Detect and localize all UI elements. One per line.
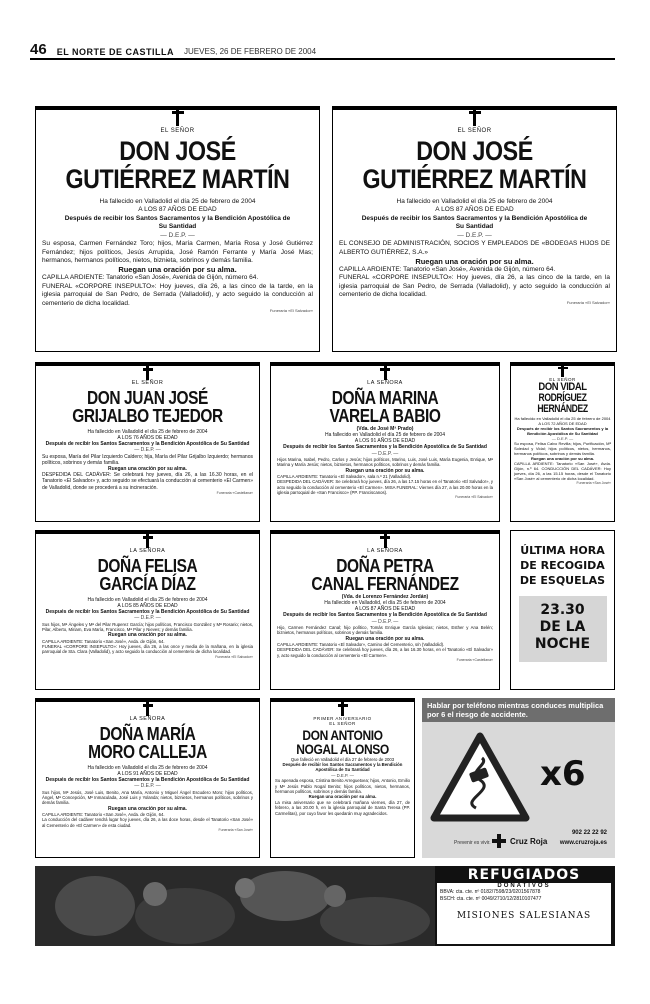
red-cross-icon <box>492 834 506 848</box>
honorific: LA SEÑORA <box>129 716 166 722</box>
family-text: Hijos Marina, Isabel, Pedro, Carlos y Jesús; hijos políticos, Marino, Luis, José Luis, María Eugenia, Enrique, Mª Marina y María Jesús; nietos, biznietos, hermanos políticos, sobrinos y demás familia. <box>277 456 493 468</box>
cross-icon <box>468 106 482 126</box>
obituary-notice <box>270 530 500 690</box>
deadline-line4: DE LA <box>539 619 586 635</box>
deceased-name-line2: GUTIÉRREZ MARTÍN <box>65 163 290 194</box>
deceased-name-line1: DOÑA MARÍA <box>99 724 196 744</box>
sacraments-text: Después de recibir los Santos Sacramentos y la Bendición Apostólica de Su Santidad <box>283 444 487 451</box>
funeral-home: Funeraria «El Salvador» <box>566 299 610 305</box>
rip: — D.E.P. — <box>134 615 161 622</box>
rip: — D.E.P. — <box>160 231 195 239</box>
obituary-notice <box>510 362 615 522</box>
deadline-time-box <box>519 596 607 662</box>
deadline-line3: DE ESQUELAS <box>519 574 606 587</box>
honorific: EL SEÑOR <box>457 128 492 134</box>
sacraments-text: Después de recibir los Santos Sacramentos y la Bendición Apostólica de Su Santidad <box>45 777 250 784</box>
deceased-name-line2: GUTIÉRREZ MARTÍN <box>362 163 587 194</box>
deceased-name-line1: DON ANTONIO <box>302 727 383 743</box>
death-date: Ha fallecido en Valladolid el día 25 de febrero de 2004 <box>99 198 256 206</box>
deadline-time: 23.30 <box>540 602 585 618</box>
death-date: Ha fallecido en Valladolid, el día 25 de febrero de 2004 <box>324 599 446 606</box>
deceased-name-line2: GARCÍA DÍAZ <box>99 574 196 595</box>
deadline-line2: DE RECOGIDA <box>520 559 605 572</box>
deceased-name-line1: DON VIDAL <box>538 381 587 393</box>
page-number: 46 <box>30 41 47 58</box>
funeral-text: CAPILLA ARDIENTE: Tanatorio «San José», Avda. Gijón, n.º 64. CONDUCCIÓN DEL CADÁVER: Hoy jueves, día 26, a las 15.15 horas, desde el Tanatorio «San José» al cementerio de dicha localidad. <box>514 460 611 481</box>
newspaper-name: EL NORTE DE CASTILLA <box>56 47 175 57</box>
age: A LOS 87 AÑOS DE EDAD <box>138 206 217 214</box>
deadline-notice <box>510 530 615 690</box>
widow-of: (Vda. de José Mª Prado) <box>356 425 414 432</box>
rip: — D.E.P. — <box>134 447 161 454</box>
death-date: Ha fallecido en Valladolid el día 25 de febrero de 2004 <box>87 764 208 771</box>
prayer-request: Ruegan una oración por su alma. <box>108 632 187 639</box>
funeral-text: FUNERAL «CORPORE INSEPULTO»: Hoy jueves, día 26, a las once y media de la mañana, en la iglesia parroquial de Sta. Clara (Valladolid), y acto seguido la conducción al cementerio de dicha localidad. <box>42 643 253 655</box>
deceased-name-line1: DON JOSÉ <box>416 136 533 166</box>
ad-slogan: Prevenir es vivir. <box>454 840 491 846</box>
funeral-home: Funeraria «El Salvador» <box>215 654 253 659</box>
funeral-text: DESPEDIDA DEL CADÁVER: Se celebrará hoy jueves, día 26, a las 17.15 horas en el Tanatorio «El Salvador», y acto seguido la conducción al cementerio «El Carmen». MISA FUNERAL: Viernes día 27, a las 20.00 horas en la iglesia parroquial de «San Francisco» (PP. Franciscanos). <box>277 479 493 495</box>
obituary-notice <box>35 530 260 690</box>
sacraments-text: Después de recibir los Santos Sacramentos y la Bendición Apostólica de Su Santidad <box>361 214 588 231</box>
cross-icon <box>171 106 185 126</box>
prayer-request: Ruegan una oración por su alma. <box>108 465 187 472</box>
bank-account-1: BBVA: cta. cte. nº 0182/7598/23/0201567878 <box>440 889 541 895</box>
obituary-notice <box>35 362 260 522</box>
family-text: Su apenada esposa, Cristina Benito Arreguetxea; hijos, Antonio, Emilio y Mª Jesús Pablo Nogal Benito; hijos políticos, nietos, hermanos, hermanos políticos, sobrinos y demás familia. <box>275 778 410 794</box>
deceased-name-line2: RODRÍGUEZ HERNÁNDEZ <box>537 392 588 416</box>
chapel-text: CAPILLA ARDIENTE: Tanatorio «San José», Avenida de Gijón, número 64. <box>42 274 259 282</box>
death-date: Ha fallecido en Valladolid el día 25 de febrero de 2004 <box>87 596 208 603</box>
funeral-home: Funeraria «San José» <box>576 480 611 485</box>
family-text: Su esposa, Carmen Fernández Toro; hijos, María Carmen, María Rosa y José Gutiérrez Fernández; hijos políticos, Jesús Arrupida, José Ramón Ferrante y María José Mas; hermanos, hermanos políticos, nietos, biznieta, sobrinos y demás familia. <box>42 240 313 264</box>
chapel-text: CAPILLA ARDIENTE: Tanatorio «San José», Avenida de Gijón, número 64. <box>339 265 556 273</box>
honorific: PRIMER ANIVERSARIO EL SEÑOR <box>313 716 372 726</box>
obituary-notice <box>332 106 617 352</box>
honorific: LA SEÑORA <box>129 548 166 554</box>
prayer-request: Ruegan una oración por su alma. <box>108 805 187 812</box>
funeral-home: Funeraria «El Salvador» <box>455 495 493 500</box>
honorific: EL SEÑOR <box>160 128 195 134</box>
deceased-name-line2: VARELA BABIO <box>329 406 441 427</box>
honorific: LA SEÑORA <box>367 380 403 386</box>
bank-account-2: BSCH: cta. cte. nº 0049/2710/12/2810107477 <box>440 896 542 902</box>
age: A LOS 91 AÑOS DE EDAD <box>354 438 416 445</box>
rip: — D.E.P. — <box>371 618 399 625</box>
road-safety-ad <box>422 698 615 858</box>
sacraments-text: Después de recibir los Santos Sacramentos y la Bendición Apostólica de Su Santidad <box>282 761 403 773</box>
age: A LOS 85 AÑOS DE EDAD <box>117 602 178 609</box>
age: A LOS 72 AÑOS DE EDAD <box>538 420 587 426</box>
death-date: Ha fallecido en Valladolid el día 25 de febrero de 2004 <box>514 415 611 421</box>
funeral-home: Funeraria «San José» <box>218 828 253 833</box>
ad-web: www.cruzroja.es <box>559 840 607 846</box>
honorific: EL SEÑOR <box>131 380 164 386</box>
funeral-text: FUNERAL «CORPORE INSEPULTO»: Hoy jueves, día 26, a las cinco de la tarde, en la iglesia parroquial de San Pedro, de Serrada (Valladolid), y acto seguido la conducción al cementerio de dicha localidad. <box>339 274 610 299</box>
sacraments-text: Después de recibir los Santos Sacramentos y la Bendición Apostólica de Su Santidad <box>45 441 250 448</box>
times-six: x6 <box>540 754 586 794</box>
funeral-home: Funeraria «Castellana» <box>456 657 493 662</box>
deceased-name-line1: DON JUAN JOSÉ <box>87 388 208 408</box>
obituary-notice <box>35 106 320 352</box>
honorific: EL SEÑOR <box>549 377 576 382</box>
obituary-notice <box>35 698 260 858</box>
age: A LOS 87 AÑOS DE EDAD <box>435 206 514 214</box>
death-date: Ha fallecido en Valladolid el día 25 de febrero de 2004 <box>396 198 553 206</box>
deceased-name-line2: GRIJALBO TEJEDOR <box>72 406 223 427</box>
funeral-text: FUNERAL «CORPORE INSEPULTO»: Hoy jueves, día 26, a las cinco de la tarde, en la iglesia parroquial de San Pedro, de Serrada (Valladolid), y acto seguido la conducción al cementerio de dicha localidad. <box>42 282 313 307</box>
ad-headline: Hablar por teléfono mientras conduces multiplica por 6 el riesgo de accidente. <box>422 698 615 722</box>
age: A LOS 76 AÑOS DE EDAD <box>117 434 178 441</box>
deceased-name-line2: MORO CALLEJA <box>88 742 207 763</box>
rip: — D.E.P. — <box>551 435 574 441</box>
refugees-photo <box>35 866 435 946</box>
rip: — D.E.P. — <box>371 450 399 457</box>
rip: — D.E.P. — <box>457 231 492 239</box>
death-date: Ha fallecido en Valladolid el día 25 de febrero de 2004 <box>325 431 445 438</box>
issue-date: JUEVES, 26 DE FEBRERO DE 2004 <box>184 47 317 56</box>
ad-org: Cruz Roja <box>510 837 548 846</box>
prayer-request: Ruegan una oración por su alma. <box>118 265 237 275</box>
prayer-request: Ruegan una oración por su alma. <box>345 635 425 642</box>
deadline-line5: NOCHE <box>534 636 591 652</box>
sacraments-text: Después de recibir los Santos Sacramentos y la Bendición Apostólica de Su Santidad <box>45 609 250 616</box>
funeral-text: DESPEDIDA DEL CADÁVER: Se celebrará hoy jueves, día 26, a las 16.30 horas, en el Tanatorio «El Salvador» y, acto seguido la conducción al cementerio «El Carmen». <box>277 647 493 658</box>
cross-icon <box>558 364 568 377</box>
age: A LOS 87 AÑOS DE EDAD <box>354 606 416 613</box>
cross-icon <box>142 364 154 380</box>
widow-of: (Vda. de Lorenzo Fernández Jordán) <box>341 593 429 600</box>
honorific: LA SEÑORA <box>367 548 403 554</box>
sacraments-text: Después de recibir los Santos Sacramentos y la Bendición Apostólica de Su Santidad <box>516 425 609 436</box>
prayer-request: Ruegan una oración por su alma. <box>308 794 377 800</box>
cross-icon <box>142 700 154 716</box>
deceased-name-line2: NOGAL ALONSO <box>296 741 389 758</box>
funeral-text: DESPEDIDA DEL CADÁVER: Se celebrará hoy jueves, día 26, a las 16.30 horas, en el Tanatorio «El Salvador» y, acto seguido se efectuará la conducción al cementerio «El Carmen» de Valladolid, donde se procederá a su incineración. <box>42 472 253 491</box>
chapel-text: CAPILLA ARDIENTE: Tanatorio «San José», Avda. de Gijón, 64. <box>42 638 165 644</box>
page-header <box>30 40 615 60</box>
rip: — D.E.P. — <box>331 772 354 778</box>
death-date: Que falleció en Valladolid el día 27 de febrero de 2003 <box>290 756 395 762</box>
age: A LOS 91 AÑOS DE EDAD <box>117 770 178 777</box>
deceased-name-line1: DOÑA FELISA <box>97 556 198 576</box>
death-date: Ha fallecido en Valladolid el día 25 de febrero de 2004 <box>87 428 208 435</box>
cross-icon <box>379 364 391 380</box>
warning-triangle-icon <box>430 732 530 822</box>
banner-org: MISIONES SALESIANAS <box>456 911 592 921</box>
rip: — D.E.P. — <box>134 783 161 790</box>
mass-text: La misa aniversario que se celebrará mañana viernes, día 27, de febrero, a las 20.00 h, en la iglesia parroquial de Santa Teresa (PP. Carmelitas), por cuyo favor les quedarán muy agradecidos. <box>275 799 410 816</box>
chapel-text: CAPILLA ARDIENTE: Tanatorio «El Salvador», sala n.º 21 (Valladolid). <box>277 473 412 479</box>
family-text: Su esposa, María del Pilar Izquierdo Caldero; hija, María del Pilar Grijalbo Izquierdo; hermanos políticos, sobrinos y demás familia. <box>42 453 253 466</box>
funeral-home: Funeraria «Castellana» <box>216 490 253 495</box>
deceased-name-line1: DOÑA PETRA <box>336 556 434 576</box>
family-text: Hijo, Carmen Fernández Canal; hijo político, Tomás Enrique García Iglesias; nietos, Esther y Ana Belén; biznietos, hermanos políticos, sobrinos y demás familia. <box>277 624 493 636</box>
banner-subtitle: DONATIVOS <box>497 883 551 889</box>
family-text: Sus hijos, Mª Jesús, José Luis, Benito, Ana María, Antonio y Miguel Ángel Escudero Moro; hijos políticos, Ángel, Mª Concepción, Mª Inmaculada, José Luis y Yolanda; nietos, biznietos, hermanos políticos, sobrinos y demás familia. <box>42 789 253 806</box>
family-text: Su esposa, Felisa Calvo Revilla; hijos, Purificación, Mª Soledad y Vidal; hijos políticos, nietos, hermanos, hermanos políticos, sobrinos y demás familia. <box>514 440 611 456</box>
family-text: Sus hijos, Mª Ángeles y Mª del Pilar Ruperez García; hijos políticos, Francisco González y Mª Rosario; nietos, Pilar, Alberto, Miriam, Eva María, Francisco, Mª Pilar y Nieves; y demás familia. <box>42 621 253 632</box>
deadline-line1: ÚLTIMA HORA <box>520 544 605 557</box>
sacraments-text: Después de recibir los Santos Sacramentos y la Bendición Apostólica de Su Santidad <box>64 214 291 231</box>
cross-icon <box>379 532 391 548</box>
ad-phone: 902 22 22 92 <box>571 830 607 836</box>
chapel-text: CAPILLA ARDIENTE: Tanatorio «El Salvador», Camino del Cementerio, s/n (Valladolid). <box>277 641 445 647</box>
sacraments-text: Después de recibir los Santos Sacramentos y la Bendición Apostólica de Su Santidad <box>283 612 487 619</box>
obituary-notice <box>270 362 500 522</box>
banner-title: REFUGIADOS <box>437 868 611 883</box>
funeral-home: Funeraria «El Salvador» <box>269 307 313 313</box>
refugees-ad-banner <box>35 866 615 946</box>
chapel-text: CAPILLA ARDIENTE: Tanatorio «San José», Avda. de Gijón, 64. <box>42 811 165 817</box>
prayer-request: Ruegan una oración por su alma. <box>415 256 534 266</box>
anniversary-notice <box>270 698 415 858</box>
prayer-request: Ruegan una oración por su alma. <box>530 455 595 461</box>
funeral-text: La conducción del cadáver tendrá lugar hoy jueves, día 26, a las doce horas, desde el Tanatorio «San José» al Cementerio de «El Carmen» de esta ciudad. <box>42 817 253 828</box>
company-text: EL CONSEJO DE ADMINISTRACIÓN, SOCIOS Y EMPLEADOS DE «BODEGAS HIJOS DE ALBERTO GUTIÉRREZ, S.A.» <box>339 240 610 256</box>
cross-icon <box>142 532 154 548</box>
deceased-name-line1: DOÑA MARINA <box>331 388 439 408</box>
deceased-name-line1: DON JOSÉ <box>119 136 236 166</box>
prayer-request: Ruegan una oración por su alma. <box>345 467 425 474</box>
cross-icon <box>337 700 349 716</box>
deceased-name-line2: CANAL FERNÁNDEZ <box>311 574 459 595</box>
